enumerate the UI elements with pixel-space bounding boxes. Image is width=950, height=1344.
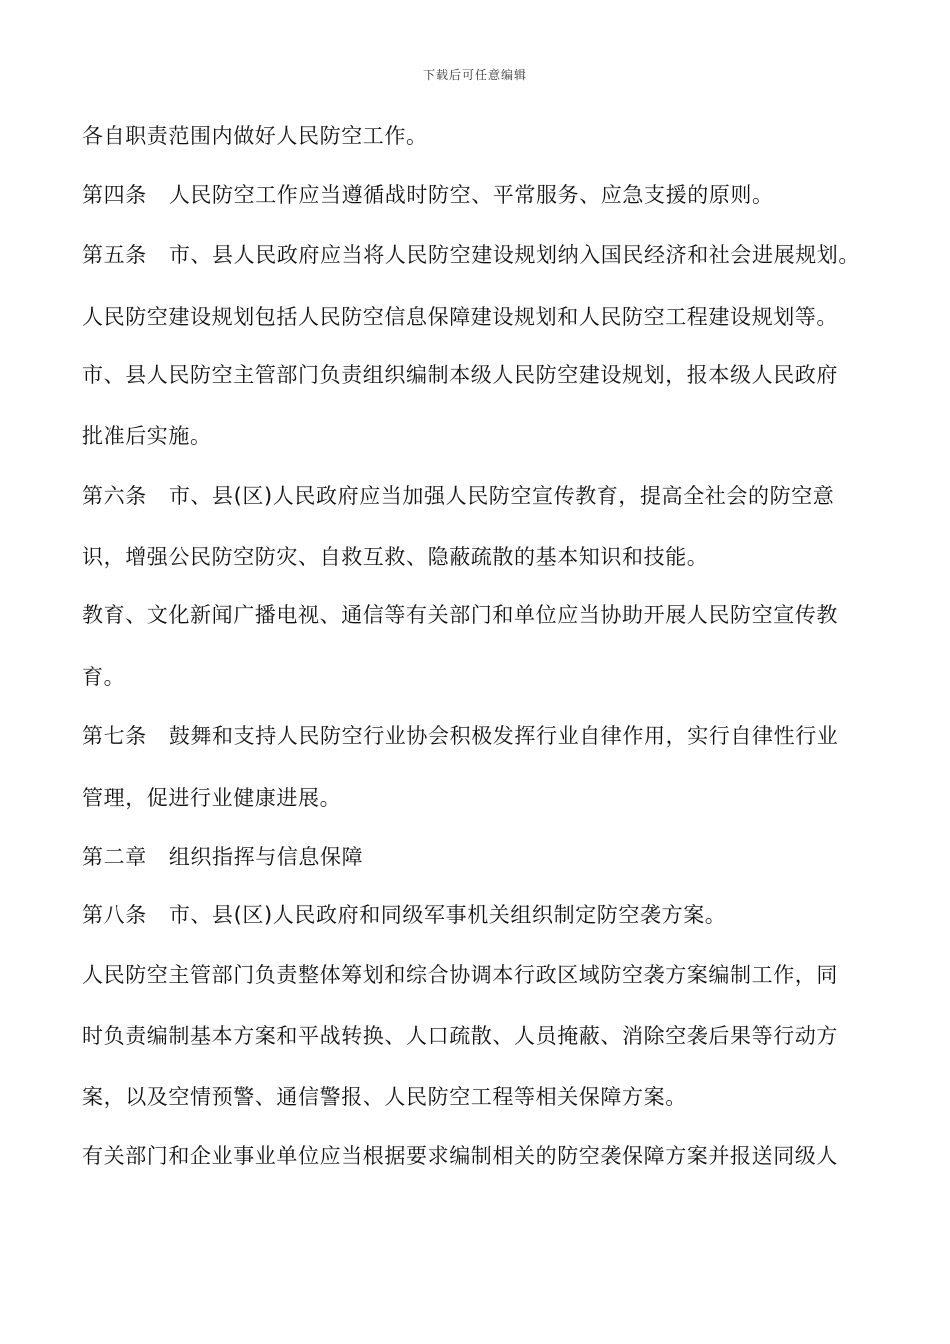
paragraph-line: 市、县人民防空主管部门负责组织编制本级人民防空建设规划，报本级人民政府 — [82, 363, 838, 387]
article-label: 第四条 — [82, 183, 147, 207]
article-line — [82, 721, 882, 751]
chapter-heading — [82, 842, 882, 872]
article-text: 市、县(区)人民政府应当加强人民防空宣传教育，提高全社会的防空意 — [168, 484, 835, 508]
article-label: 第六条 — [82, 484, 147, 508]
article-line — [82, 180, 882, 210]
paragraph-line: 批准后实施。 — [82, 424, 212, 448]
article-text: 鼓舞和支持人民防空行业协会积极发挥行业自律作用，实行自律性行业 — [168, 724, 839, 748]
article-line — [82, 481, 882, 511]
paragraph-line: 教育、文化新闻广播电视、通信等有关部门和单位应当协助开展人民防空宣传教 — [82, 603, 838, 627]
paragraph-line: 时负责编制基本方案和平战转换、人口疏散、人员掩蔽、消除空袭后果等行动方 — [82, 1024, 838, 1048]
article-text: 市、县人民政府应当将人民防空建设规划纳入国民经济和社会进展规划。 — [168, 243, 861, 267]
chapter-title: 组织指挥与信息保障 — [168, 845, 364, 869]
article-label: 第五条 — [82, 243, 147, 267]
paragraph-line: 各自职责范围内做好人民防空工作。 — [82, 124, 428, 148]
paragraph-line: 育。 — [82, 665, 126, 689]
article-label: 第八条 — [82, 903, 147, 927]
paragraph-line: 人民防空建设规划包括人民防空信息保障建设规划和人民防空工程建设规划等。 — [82, 305, 838, 329]
header-note: 下载后可任意编辑 — [422, 68, 527, 82]
paragraph-line: 有关部门和企业事业单位应当根据要求编制相关的防空袭保障方案并报送同级人 — [82, 1144, 838, 1168]
article-text: 市、县(区)人民政府和同级军事机关组织制定防空袭方案。 — [168, 903, 727, 927]
article-label: 第七条 — [82, 724, 147, 748]
article-text: 人民防空工作应当遵循战时防空、平常服务、应急支援的原则。 — [168, 183, 774, 207]
article-line — [82, 900, 882, 930]
chapter-label: 第二章 — [82, 845, 147, 869]
paragraph-line: 识，增强公民防空防灾、自救互救、隐蔽疏散的基本知识和技能。 — [82, 545, 709, 569]
paragraph-line: 管理，促进行业健康进展。 — [82, 786, 342, 810]
article-line — [82, 240, 882, 270]
paragraph-line: 人民防空主管部门负责整体筹划和综合协调本行政区域防空袭方案编制工作，同 — [82, 963, 838, 987]
paragraph-line: 案，以及空情预警、通信警报、人民防空工程等相关保障方案。 — [82, 1085, 687, 1109]
